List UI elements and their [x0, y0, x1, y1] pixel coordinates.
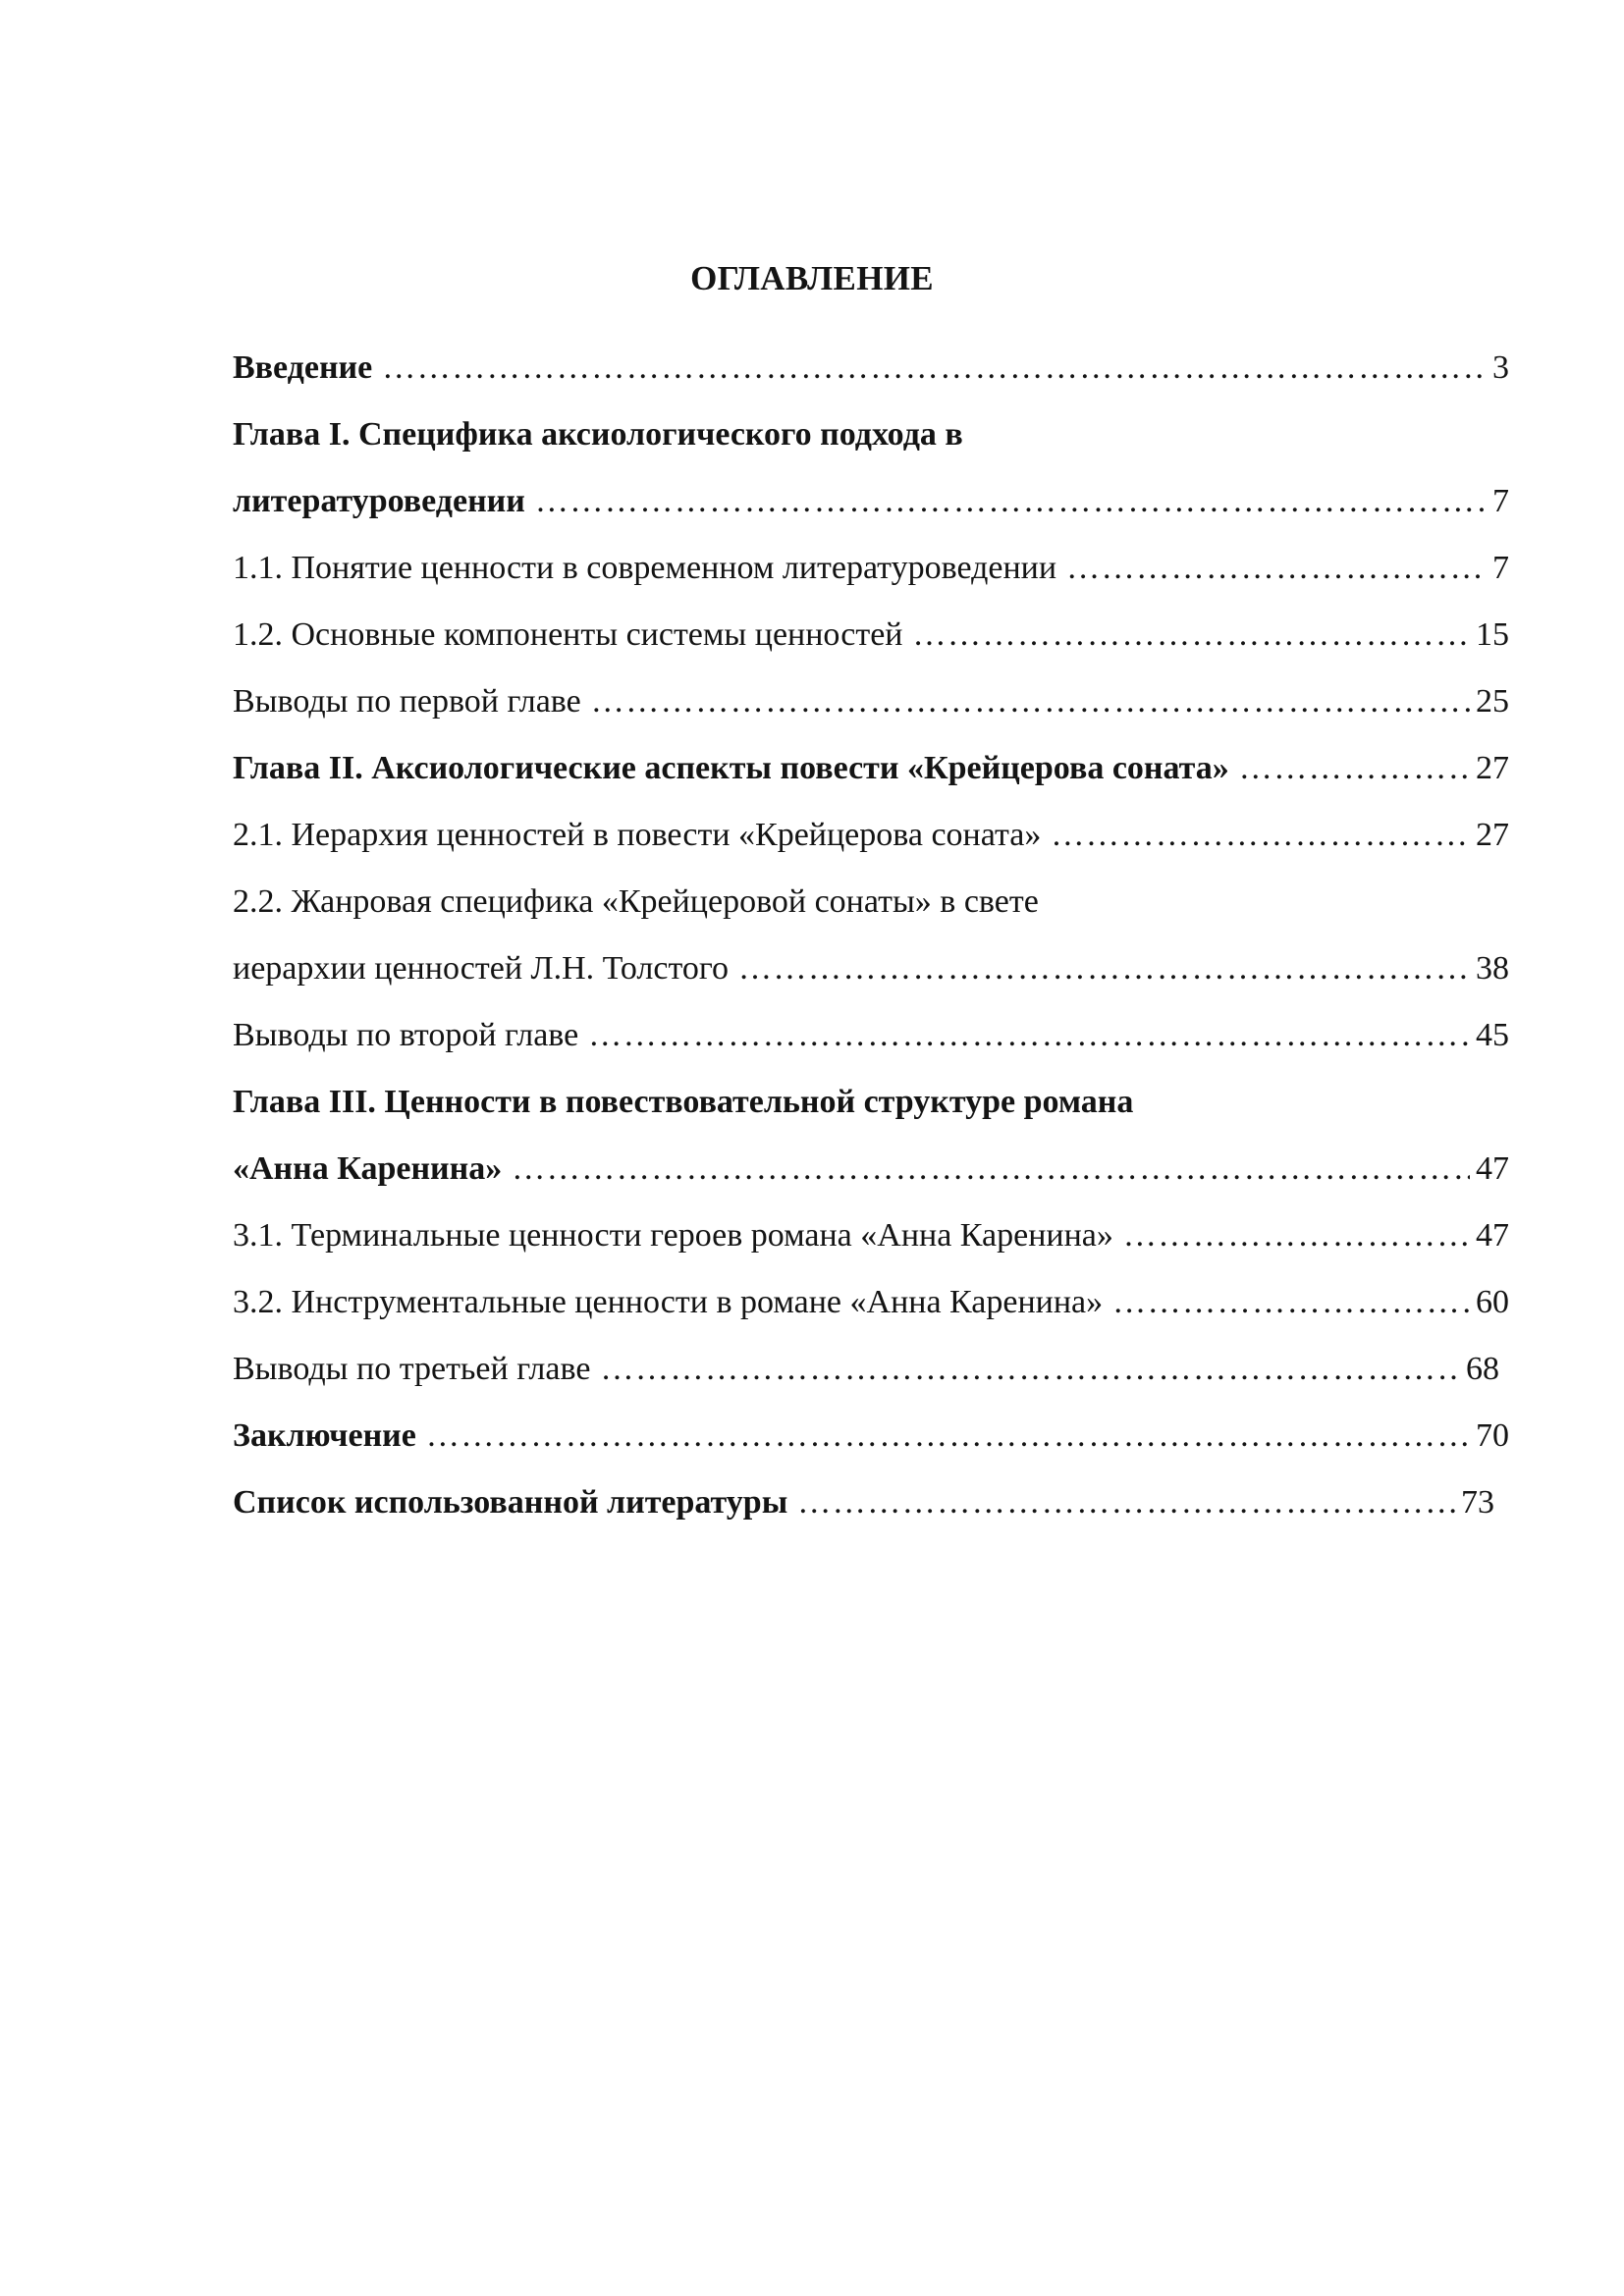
- toc-entry-label: иерархии ценностей Л.Н. Толстого: [233, 950, 729, 987]
- toc-entry-page: 25: [1476, 683, 1509, 720]
- toc-entry-page: 15: [1476, 616, 1509, 653]
- toc-entry-page: 70: [1476, 1417, 1509, 1454]
- toc-entry-label: Глава I. Специфика аксиологического подхода в: [233, 416, 963, 453]
- toc-entry-label: 1.1. Понятие ценности в современном литературоведении: [233, 550, 1057, 586]
- toc-entry-label: 2.1. Иерархия ценностей в повести «Крейцерова соната»: [233, 817, 1042, 853]
- toc-entry-section-3-1[interactable]: [233, 1213, 1509, 1258]
- toc-entry-conclusion[interactable]: [233, 1414, 1509, 1459]
- dot-leader: [600, 1347, 1460, 1392]
- toc-entry-page: 38: [1476, 950, 1509, 987]
- toc-entry-section-1-2[interactable]: [233, 613, 1509, 658]
- dot-leader: [1123, 1213, 1470, 1258]
- toc-entry-label: 3.1. Терминальные ценности героев романа «Анна Каренина»: [233, 1217, 1113, 1254]
- toc-entry-label: Глава III. Ценности в повествовательной структуре романа: [233, 1084, 1134, 1120]
- toc-entry-conclusions-chapter-2[interactable]: [233, 1013, 1509, 1058]
- toc-entry-chapter-3-line-2[interactable]: [233, 1147, 1509, 1192]
- toc-entry-label: «Анна Каренина»: [233, 1150, 503, 1187]
- toc-entry-introduction[interactable]: [233, 346, 1509, 391]
- toc-entry-label: Выводы по первой главе: [233, 683, 581, 720]
- toc-entry-conclusions-chapter-3[interactable]: [233, 1347, 1499, 1392]
- dot-leader: [588, 1013, 1470, 1058]
- toc-entry-conclusions-chapter-1[interactable]: [233, 679, 1509, 724]
- dot-leader: [1239, 746, 1470, 791]
- toc-entry-label: 3.2. Инструментальные ценности в романе «Анна Каренина»: [233, 1284, 1104, 1320]
- toc-entry-label: Выводы по второй главе: [233, 1017, 579, 1053]
- toc-heading: ОГЛАВЛЕНИЕ: [690, 259, 934, 297]
- toc-entry-page: 73: [1461, 1484, 1494, 1521]
- toc-entry-section-2-1[interactable]: [233, 813, 1509, 858]
- dot-leader: [913, 613, 1470, 658]
- toc-entry-label: литературоведении: [233, 483, 525, 519]
- toc-entry-page: 27: [1476, 817, 1509, 853]
- dot-leader: [1066, 546, 1487, 591]
- toc-entry-page: 7: [1492, 550, 1509, 586]
- dot-leader: [1051, 813, 1470, 858]
- dot-leader: [738, 946, 1470, 991]
- toc-entry-chapter-1-line-1[interactable]: [233, 412, 1509, 457]
- dot-leader: [512, 1147, 1470, 1192]
- toc-entry-section-1-1[interactable]: [233, 546, 1509, 591]
- dot-leader: [1112, 1280, 1470, 1325]
- toc-entry-bibliography[interactable]: [233, 1480, 1494, 1525]
- toc-entry-page: 27: [1476, 750, 1509, 786]
- toc-entry-section-3-2[interactable]: [233, 1280, 1509, 1325]
- toc-entry-label: 1.2. Основные компоненты системы ценностей: [233, 616, 903, 653]
- toc-entry-label: Глава II. Аксиологические аспекты повести «Крейцерова соната»: [233, 750, 1229, 786]
- toc-entry-chapter-1-line-2[interactable]: [233, 479, 1509, 524]
- toc-entry-label: Список использованной литературы: [233, 1484, 788, 1521]
- dot-leader: [535, 479, 1487, 524]
- toc-entry-page: 68: [1466, 1351, 1499, 1387]
- toc-entry-label: Введение: [233, 349, 373, 386]
- toc-entry-page: 60: [1476, 1284, 1509, 1320]
- toc-entry-label: 2.2. Жанровая специфика «Крейцеровой сонаты» в свете: [233, 883, 1039, 920]
- dot-leader: [797, 1480, 1455, 1525]
- dot-leader: [591, 679, 1470, 724]
- toc-entry-page: 3: [1492, 349, 1509, 386]
- toc-entry-page: 45: [1476, 1017, 1509, 1053]
- toc-entry-chapter-3-line-1[interactable]: [233, 1080, 1509, 1125]
- toc-entry-section-2-2-line-1[interactable]: [233, 880, 1509, 925]
- toc-entry-page: 47: [1476, 1150, 1509, 1187]
- toc-entry-label: Выводы по третьей главе: [233, 1351, 591, 1387]
- toc-entry-page: 47: [1476, 1217, 1509, 1254]
- toc-entry-label: Заключение: [233, 1417, 416, 1454]
- toc-entry-section-2-2-line-2[interactable]: [233, 946, 1509, 991]
- dot-leader: [426, 1414, 1470, 1459]
- toc-entry-page: 7: [1492, 483, 1509, 519]
- toc-entry-chapter-2[interactable]: [233, 746, 1509, 791]
- dot-leader: [382, 346, 1487, 391]
